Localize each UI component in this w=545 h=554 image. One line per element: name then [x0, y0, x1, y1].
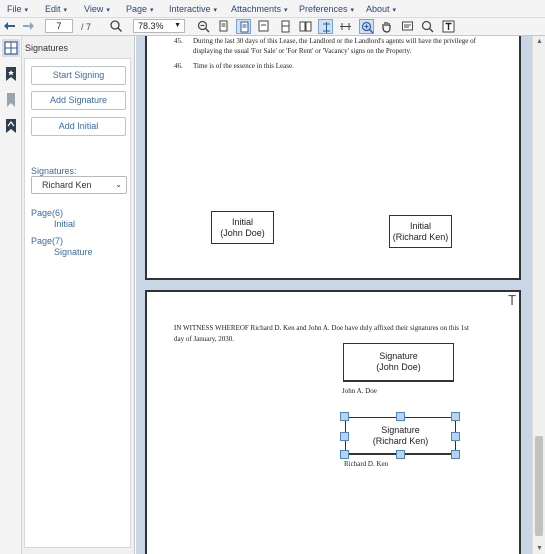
resize-handle-w[interactable]: [340, 432, 349, 441]
chevron-down-icon: ▼: [174, 22, 181, 29]
start-signing-button[interactable]: Start Signing: [31, 66, 126, 85]
comments-icon[interactable]: [400, 19, 415, 34]
resize-handle-n[interactable]: [396, 412, 405, 421]
initial-field-richard-ken[interactable]: [389, 215, 452, 248]
zoom-in-icon[interactable]: [359, 19, 374, 34]
search-icon[interactable]: [109, 19, 123, 33]
signer-select-value: Richard Ken: [42, 180, 92, 190]
field-signer: (Richard Ken): [392, 231, 449, 242]
zoom-select[interactable]: [133, 19, 185, 33]
back-arrow-icon[interactable]: [3, 19, 17, 33]
signature-field-john-doe[interactable]: [343, 343, 454, 382]
chevron-down-icon: ▾: [350, 7, 355, 14]
page-link-7[interactable]: Page(7): [31, 236, 64, 246]
menu-page-label: Page: [126, 4, 148, 14]
toolbar: [0, 18, 545, 36]
signatures-label: Signatures:: [31, 166, 77, 176]
signatures-panel-body: [24, 58, 131, 548]
page-number-input[interactable]: [45, 19, 73, 33]
field-signer: (John Doe): [376, 362, 421, 372]
menu-bar: [0, 0, 545, 18]
find-icon[interactable]: [420, 19, 435, 34]
menu-about[interactable]: [366, 4, 396, 14]
scrollbar-thumb[interactable]: [535, 436, 543, 536]
document-page-7: [145, 290, 521, 554]
menu-attachments-label: Attachments: [231, 4, 282, 14]
signer-name-john: John A. Doe: [342, 387, 377, 395]
hand-tool-icon[interactable]: [379, 19, 394, 34]
menu-attachments[interactable]: [231, 4, 288, 14]
signer-name-richard: Richard D. Ken: [344, 460, 389, 468]
resize-handle-e[interactable]: [451, 432, 460, 441]
menu-interactive[interactable]: [169, 4, 217, 14]
resize-handle-sw[interactable]: [340, 450, 349, 459]
text-select-icon[interactable]: [441, 19, 456, 34]
add-initial-button[interactable]: Add Initial: [31, 117, 126, 136]
fit-page-icon[interactable]: [236, 19, 251, 34]
lease-item-46-text: Time is of the essence in this Lease.: [193, 62, 294, 70]
add-signature-button[interactable]: Add Signature: [31, 91, 126, 110]
menu-view-label: View: [84, 4, 104, 14]
field-label: Initial: [409, 220, 431, 231]
menu-preferences[interactable]: [299, 4, 354, 14]
chevron-down-icon: ▾: [106, 7, 110, 14]
document-viewer[interactable]: [136, 36, 532, 554]
continuous-page-icon[interactable]: [278, 19, 293, 34]
document-page-6: [145, 36, 521, 280]
zoom-value: 78.3%: [138, 21, 164, 31]
scroll-down-icon[interactable]: ▼: [536, 545, 543, 552]
page-total-label: / 7: [81, 22, 92, 32]
resize-handle-nw[interactable]: [340, 412, 349, 421]
field-signer: (Richard Ken): [372, 435, 429, 446]
scroll-up-icon[interactable]: ▲: [536, 38, 543, 45]
signer-select[interactable]: [31, 176, 127, 194]
resize-handle-se[interactable]: [451, 450, 460, 459]
menu-preferences-label: Preferences: [299, 4, 348, 14]
zoom-out-icon[interactable]: [196, 19, 211, 34]
chevron-down-icon: ▾: [150, 7, 154, 14]
menu-file-label: File: [7, 4, 22, 14]
witness-line2: day of January, 2030.: [174, 335, 235, 343]
bookmark-star-icon[interactable]: [2, 65, 20, 83]
panel-title: Signatures: [25, 43, 69, 53]
lease-item-45-number: 45.: [174, 37, 183, 45]
field-label: Signature: [381, 424, 420, 435]
menu-edit-label: Edit: [45, 4, 61, 14]
witness-line1: IN WITNESS WHEREOF Richard D. Ken and John A. Doe have duly affixed their signatures on this 1st: [174, 324, 469, 332]
field-signer: (John Doe): [220, 227, 265, 238]
lease-item-45-line2: displaying the usual 'For Sale' or 'For Rent' or 'Vacancy' signs on the Property.: [193, 47, 412, 55]
forward-arrow-icon[interactable]: [21, 19, 35, 33]
resize-handle-s[interactable]: [396, 450, 405, 459]
field-link-initial[interactable]: Initial: [54, 219, 76, 229]
field-label: Signature: [379, 351, 418, 361]
thumbnails-icon[interactable]: [2, 39, 20, 57]
menu-about-label: About: [366, 4, 390, 14]
vertical-scroll-icon[interactable]: [318, 19, 333, 34]
field-link-signature[interactable]: Signature: [54, 247, 93, 257]
chevron-down-icon: ▾: [392, 7, 397, 14]
lease-item-46-number: 46.: [174, 62, 183, 70]
menu-interactive-label: Interactive: [169, 4, 211, 14]
bookmark-icon[interactable]: [2, 91, 20, 109]
menu-file[interactable]: [7, 4, 28, 14]
text-cursor-icon: T: [508, 294, 516, 309]
page-link-6[interactable]: Page(6): [31, 208, 64, 218]
menu-view[interactable]: [84, 4, 110, 14]
signature-panel-icon[interactable]: [2, 117, 20, 135]
initial-field-john-doe[interactable]: [211, 211, 274, 244]
left-rail: [0, 36, 22, 554]
single-page-icon[interactable]: [216, 19, 231, 34]
menu-edit[interactable]: [45, 4, 67, 14]
fit-width-icon[interactable]: [256, 19, 271, 34]
lease-item-45-line1: During the last 30 days of this Lease, the Landlord or the Landlord's agents will have the privilege of: [193, 37, 476, 45]
chevron-down-icon: ▾: [63, 7, 68, 14]
chevron-down-icon: ▾: [284, 7, 288, 14]
horizontal-scroll-icon[interactable]: [338, 19, 353, 34]
resize-handle-ne[interactable]: [451, 412, 460, 421]
chevron-down-icon: ▾: [213, 7, 218, 14]
field-label: Initial: [231, 216, 253, 227]
menu-page[interactable]: [126, 4, 154, 14]
chevron-down-icon: ▾: [24, 7, 29, 14]
signatures-panel: [22, 36, 135, 554]
chevron-down-icon: ⌄: [115, 180, 122, 189]
two-page-icon[interactable]: [298, 19, 313, 34]
vertical-scrollbar[interactable]: [532, 36, 545, 554]
